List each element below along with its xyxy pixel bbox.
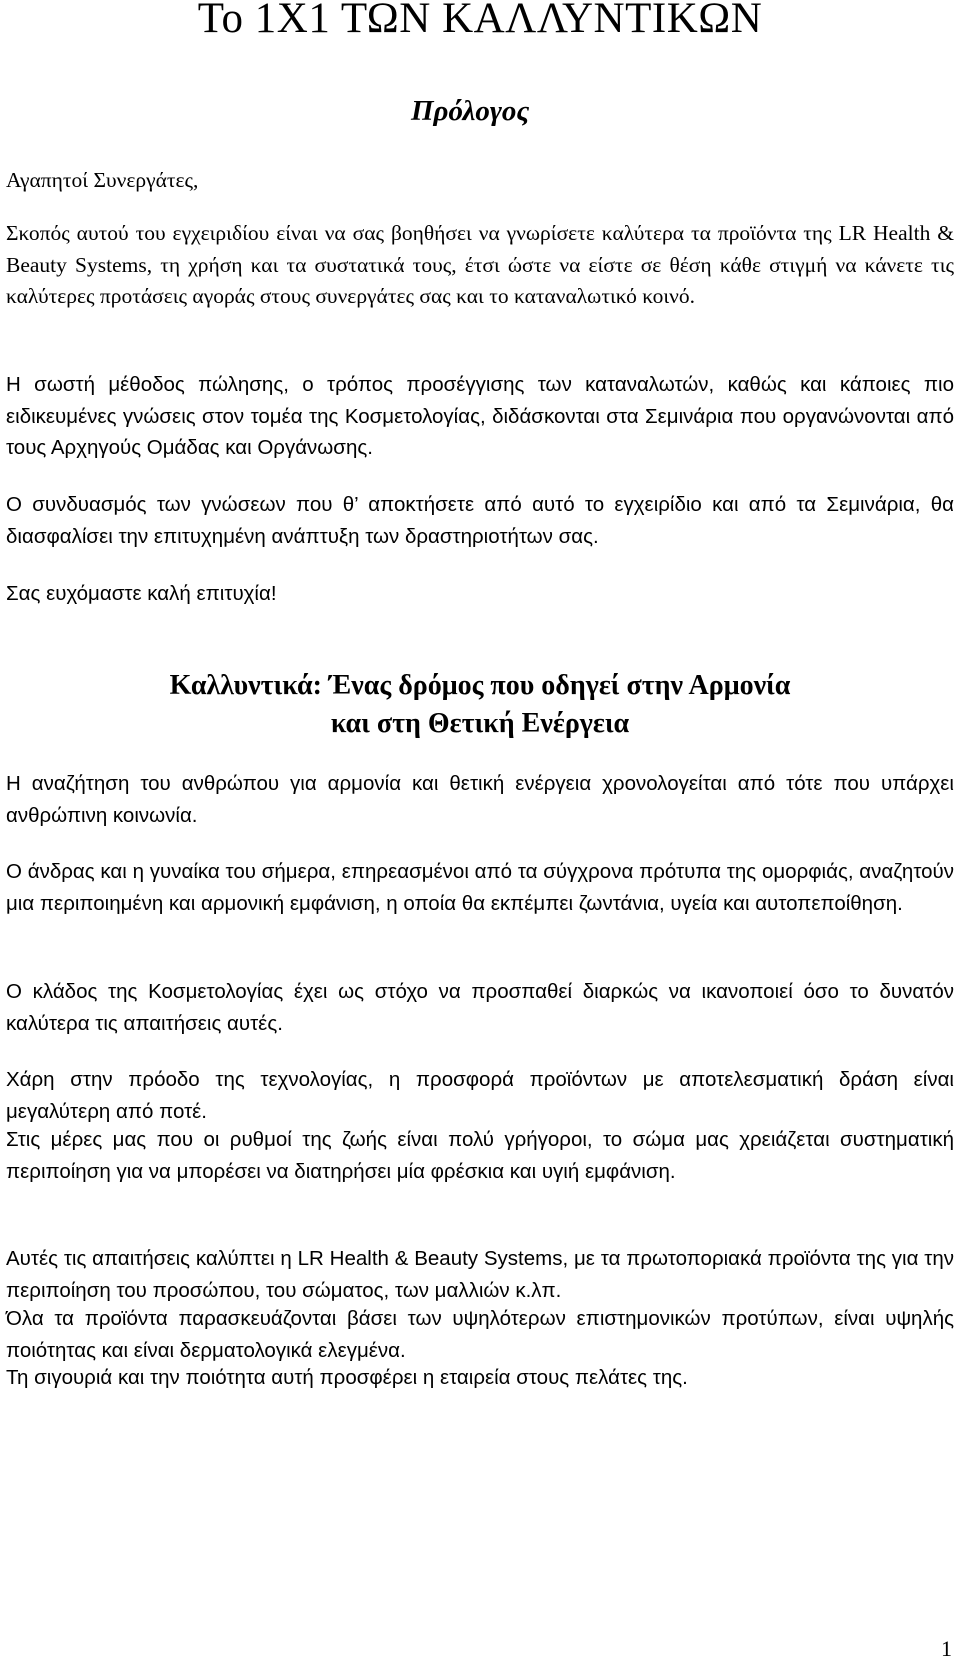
prologue-heading: Πρόλογος bbox=[411, 95, 530, 127]
section-paragraph-lr-products: Αυτές τις απαιτήσεις καλύπτει η LR Health & Beauty Systems, με τα πρωτοποριακά προϊόντα της για την περιποίηση του προσώπου, του σώματος, των μαλλιών κ.λπ. bbox=[6, 1247, 954, 1302]
intro-paragraph-method: Η σωστή μέθοδος πώλησης, ο τρόπος προσέγγισης των καταναλωτών, καθώς και κάποιες πιο ειδικευμένες γνώσεις στον τομέα της Κοσμετολογίας, διδάσκονται στα Σεμινάρια που οργανώνονται από τους Αρχηγούς Ομάδας και Οργάνωσης. bbox=[6, 373, 954, 459]
section-paragraph-daily-care: Στις μέρες μας που οι ρυθμοί της ζωής είναι πολύ γρήγοροι, το σώμα μας χρειάζεται συστηματική περιποίηση για να μπορέσει να διατηρήσει μία φρέσκια και υγιή εμφάνιση. bbox=[6, 1128, 954, 1183]
section-paragraph-standards: Όλα τα προϊόντα παρασκευάζονται βάσει των υψηλότερων επιστημονικών προτύπων, είναι υψηλής ποιότητας και είναι δερματολογικά ελεγμένα. bbox=[6, 1307, 954, 1362]
page-number: 1 bbox=[941, 1636, 952, 1661]
section-paragraph-modern-people: Ο άνδρας και η γυναίκα του σήμερα, επηρεασμένοι από τα σύγχρονα πρότυπα της ομορφιάς, αναζητούν μια περιποιημένη και αρμονική εμφάνιση, η οποία θα εκπέμπει ζωντάνια, υγεία και αυτοπεποίθηση. bbox=[6, 860, 954, 915]
section-paragraph-cosmetology: Ο κλάδος της Κοσμετολογίας έχει ως στόχο να προσπαθεί διαρκώς να ικανοποιεί όσο το δυνατόν καλύτερα τις απαιτήσεις αυτές. bbox=[6, 980, 954, 1035]
section-paragraph-harmony: Η αναζήτηση του ανθρώπου για αρμονία και θετική ενέργεια χρονολογείται από τότε που υπάρχει ανθρώπινη κοινωνία. bbox=[6, 772, 954, 827]
intro-paragraph-wishes: Σας ευχόμαστε καλή επιτυχία! bbox=[6, 582, 277, 605]
section-heading bbox=[0, 667, 960, 743]
section-heading-line-2: και στη Θετική Ενέργεια bbox=[330, 708, 630, 739]
document-title: Το 1Χ1 ΤΩΝ ΚΑΛΛΥΝΤΙΚΩΝ bbox=[197, 0, 763, 42]
intro-paragraph-purpose: Σκοπός αυτού του εγχειριδίου είναι να σας βοηθήσει να γνωρίσετε καλύτερα τα προϊόντα της LR Health & Beauty Systems, τη χρήση και τα συστατικά τους, έτσι ώστε να είστε σε θέση κάθε στιγμή να κάνετε τις καλύτερες προτάσεις αγοράς στους συνεργάτες σας και το καταναλωτικό κοινό. bbox=[6, 221, 954, 308]
section-paragraph-technology: Χάρη στην πρόοδο της τεχνολογίας, η προσφορά προϊόντων με αποτελεσματική δράση είναι μεγαλύτερη από ποτέ. bbox=[6, 1068, 954, 1123]
section-paragraph-quality: Τη σιγουριά και την ποιότητα αυτή προσφέρει η εταιρεία στους πελάτες της. bbox=[6, 1366, 688, 1389]
intro-paragraph-combination: Ο συνδυασμός των γνώσεων που θ’ αποκτήσετε από αυτό το εγχειρίδιο και από τα Σεμινάρια, θα διασφαλίσει την επιτυχημένη ανάπτυξη των δραστηριοτήτων σας. bbox=[6, 493, 954, 548]
section-heading-line-1: Καλλυντικά: Ένας δρόμος που οδηγεί στην Αρμονία bbox=[169, 670, 791, 701]
salutation: Αγαπητοί Συνεργάτες, bbox=[6, 168, 199, 192]
